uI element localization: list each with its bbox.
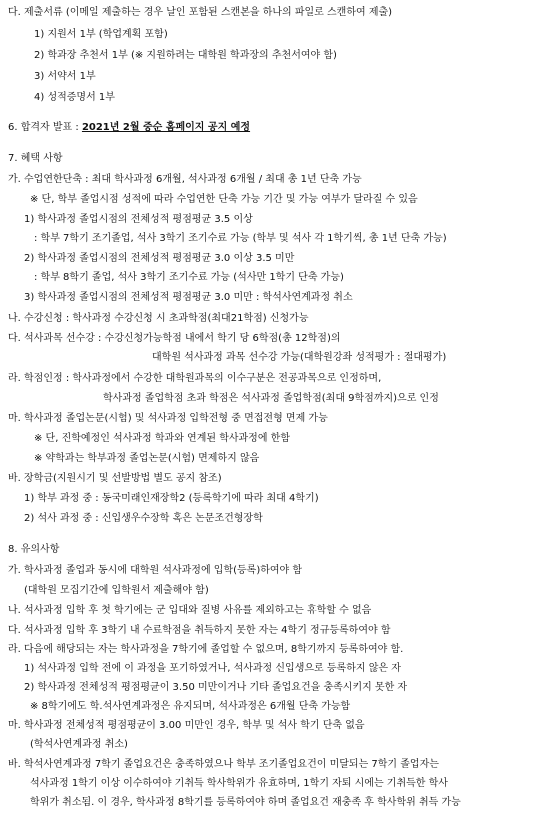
line-text: 다. 제출서류 (이메일 제출하는 경우 날인 포함된 스캔본을 하나의 파일로 스캔하여 제출) xyxy=(8,7,393,18)
line-text: 2) 학사과정 졸업시점의 전체성적 평점평균 3.0 이상 3.5 미만 xyxy=(24,253,295,264)
line-text: : 학부 8학기 졸업, 석사 3학기 조기수료 가능 (석사만 1학기 단축 가능) xyxy=(34,272,344,283)
line-text: 학위가 취소됨. 이 경우, 학사과정 8학기를 등록하여야 하며 졸업요건 재충족 후 학사학위 취득 가능 xyxy=(30,797,461,808)
text-line xyxy=(30,796,461,809)
text-line xyxy=(34,49,337,62)
text-line xyxy=(24,213,253,226)
text-line xyxy=(30,738,128,751)
line-text: 바. 학석사연계과정 7학기 졸업요건은 충족하였으나 학부 조기졸업요건이 미달되는 7학기 졸업자는 xyxy=(8,759,439,770)
text-line xyxy=(8,758,439,771)
text-line xyxy=(34,28,168,41)
line-text: 1) 석사과정 입학 전에 이 과정을 포기하였거나, 석사과정 신입생으로 등록하지 않은 자 xyxy=(24,663,401,674)
line-text: 6. 합격자 발표 : xyxy=(8,122,82,133)
text-line xyxy=(24,681,407,694)
line-text: 학사과정 졸업학점 초과 학점은 석사과정 졸업학점(최대 9학점까지)으로 인정 xyxy=(103,393,439,404)
text-line xyxy=(103,392,439,405)
line-text: 1) 지원서 1부 (학업계획 포함) xyxy=(34,29,168,40)
line-text: ※ 단, 진학예정인 석사과정 학과와 연계된 학사과정에 한함 xyxy=(34,433,290,444)
line-text: 1) 학부 과정 중 : 동국미래인재장학2 (등록학기에 따라 최대 4학기) xyxy=(24,493,319,504)
line-text: 3) 학사과정 졸업시점의 전체성적 평점평균 3.0 미만 : 학석사연계과정 취소 xyxy=(24,292,353,303)
line-text: 가. 학사과정 졸업과 동시에 대학원 석사과정에 입학(등록)하여야 함 xyxy=(8,565,303,576)
text-line xyxy=(8,412,328,425)
line-text: 2) 석사 과정 중 : 신입생우수장학 혹은 논문조건형장학 xyxy=(24,513,263,524)
text-line xyxy=(8,543,59,556)
text-line xyxy=(8,173,362,186)
line-text: 대학원 석사과정 과목 선수강 가능(대학원강좌 성적평가 : 절대평가) xyxy=(152,352,447,363)
line-text: 마. 학사과정 전체성적 평점평균이 3.00 미만인 경우, 학부 및 석사 학기 단축 없음 xyxy=(8,720,365,731)
line-text: 7. 혜택 사항 xyxy=(8,153,63,164)
text-line xyxy=(8,121,250,134)
line-text: (대학원 모집기간에 입학원서 제출해야 함) xyxy=(24,585,209,596)
line-text: 라. 학점인정 : 학사과정에서 수강한 대학원과목의 이수구분은 전공과목으로 인정하며, xyxy=(8,373,382,384)
text-line xyxy=(30,700,350,713)
line-text: ※ 약학과는 학부과정 졸업논문(시험) 면제하지 않음 xyxy=(34,453,260,464)
text-line xyxy=(34,70,96,83)
text-line xyxy=(34,232,447,245)
text-line xyxy=(24,512,263,525)
line-text: 1) 학사과정 졸업시점의 전체성적 평점평균 3.5 이상 xyxy=(24,214,253,225)
text-line xyxy=(8,624,391,637)
text-line xyxy=(24,492,319,505)
text-line xyxy=(24,291,353,304)
line-text: 바. 장학금(지원시기 및 선발방법 별도 공지 참조) xyxy=(8,473,222,484)
text-line xyxy=(34,271,344,284)
text-line xyxy=(8,604,371,617)
text-line xyxy=(30,777,448,790)
line-text: 2) 학과장 추천서 1부 (※ 지원하려는 대학원 학과장의 추천서여야 함) xyxy=(34,50,337,61)
text-line xyxy=(8,6,392,19)
line-text: 석사과정 1학기 이상 이수하여야 기취득 학사학위가 유효하며, 1학기 자퇴 시에는 기취득한 학사 xyxy=(30,778,448,789)
line-text: 라. 다음에 해당되는 자는 학사과정을 7학기에 졸업할 수 없으며, 8학기까지 등록하여야 함. xyxy=(8,644,404,655)
line-text: ※ 단, 학부 졸업시점 성적에 따라 수업연한 단축 가능 기간 및 가능 여부가 달라질 수 있음 xyxy=(30,194,418,205)
line-text: 다. 석사과정 입학 후 3학기 내 수료학점을 취득하지 못한 자는 4학기 정규등록하여야 함 xyxy=(8,625,391,636)
line-text: (학석사연계과정 취소) xyxy=(30,739,128,750)
line-text: 다. 석사과목 선수강 : 수강신청가능학점 내에서 학기 당 6학점(총 12학점)의 xyxy=(8,333,341,344)
text-line xyxy=(8,372,381,385)
line-text: 2) 학사과정 전체성적 평점평균이 3.50 미만이거나 기타 졸업요건을 충족시키지 못한 자 xyxy=(24,682,408,693)
text-line xyxy=(34,432,290,445)
line-text: 4) 성적증명서 1부 xyxy=(34,92,115,103)
line-text: 3) 서약서 1부 xyxy=(34,71,96,82)
line-text: 나. 석사과정 입학 후 첫 학기에는 군 입대와 질병 사유를 제외하고는 휴학할 수 없음 xyxy=(8,605,372,616)
text-line xyxy=(34,91,115,104)
line-text: : 학부 7학기 조기졸업, 석사 3학기 조기수료 가능 (학부 및 석사 각 1학기씩, 총 1년 단축 가능) xyxy=(34,233,447,244)
announcement-date: 2021년 2월 중순 홈페이지 공지 예정 xyxy=(81,122,251,133)
text-line xyxy=(24,662,401,675)
text-line xyxy=(8,643,403,656)
text-line xyxy=(8,564,302,577)
line-text: 나. 수강신청 : 학사과정 수강신청 시 초과학점(최대21학점) 신청가능 xyxy=(8,313,309,324)
text-line xyxy=(152,351,446,364)
text-line xyxy=(8,332,341,345)
text-line xyxy=(30,193,418,206)
line-text: ※ 8학기에도 학.석사연계과정은 유지되며, 석사과정은 6개월 단축 가능함 xyxy=(30,701,351,712)
text-line xyxy=(8,312,309,325)
text-line xyxy=(8,472,222,485)
line-text: 마. 학사과정 졸업논문(시험) 및 석사과정 입학전형 중 면접전형 면제 가능 xyxy=(8,413,328,424)
line-text: 8. 유의사항 xyxy=(8,544,60,555)
text-line xyxy=(8,719,365,732)
text-line xyxy=(24,252,294,265)
text-line xyxy=(24,584,209,597)
text-line xyxy=(8,152,63,165)
line-text: 가. 수업연한단축 : 최대 학사과정 6개월, 석사과정 6개월 / 최대 총 1년 단축 가능 xyxy=(8,174,362,185)
text-line xyxy=(34,452,259,465)
